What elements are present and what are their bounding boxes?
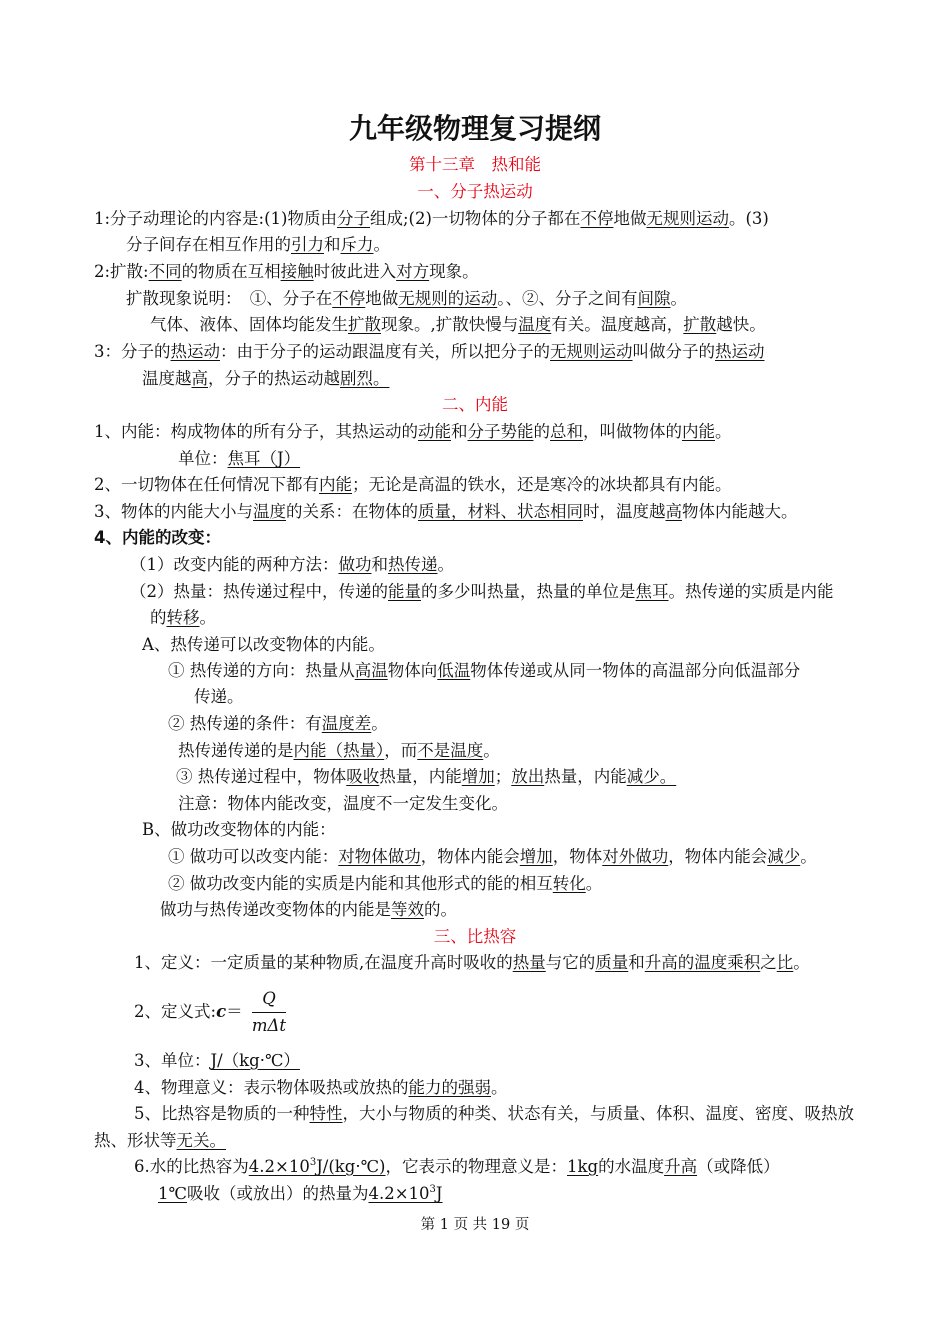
text-line: ① 做功可以改变内能：对物体做功，物体内能会增加，物体对外做功，物体内能会减少。 (168, 847, 817, 866)
text-line: 2:扩散:不同的物质在互相接触时彼此进入对方现象。 (94, 262, 479, 281)
fraction-denominator: mΔt (251, 1016, 287, 1035)
text-line: 的转移。 (150, 608, 216, 627)
text-line: ② 做功改变内能的实质是内能和其他形式的能的相互转化。 (168, 874, 603, 893)
text-line: 3、单位：J/（kg·℃） (134, 1051, 300, 1070)
text-line: 注意：物体内能改变，温度不一定发生变化。 (178, 794, 508, 813)
chapter-heading: 第十三章 热和能 (409, 155, 541, 174)
text-line: 3、物体的内能大小与温度的关系：在物体的质量，材料、状态相同时，温度越高物体内能越大。 (94, 502, 798, 521)
text-line: 5、比热容是物质的一种特性，大小与物质的种类、状态有关，与质量、体积、温度、密度、吸热放 (134, 1104, 854, 1123)
text-line: ① 热传递的方向：热量从高温物体向低温物体传递或从同一物体的高温部分向低温部分 (168, 661, 801, 680)
text-line: 3：分子的热运动：由于分子的运动跟温度有关，所以把分子的无规则运动叫做分子的热运动 (94, 342, 765, 361)
text-line: 1、定义：一定质量的某种物质,在温度升高时吸收的热量与它的质量和升高的温度乘积之比。 (134, 953, 810, 972)
text-line: 单位：焦耳（J） (178, 449, 301, 468)
fraction-numerator: Q (252, 988, 286, 1013)
text-line: 1、内能：构成物体的所有分子，其热运动的动能和分子势能的总和，叫做物体的内能。 (94, 422, 732, 441)
text-line: （2）热量：热传递过程中，传递的能量的多少叫热量，热量的单位是焦耳。热传递的实质是内能 (130, 582, 834, 601)
text-line: 做功与热传递改变物体的内能是等效的。 (160, 900, 457, 919)
text-line: 热、形状等无关。 (94, 1131, 226, 1150)
text-line: 分子间存在相互作用的引力和斥力。 (126, 235, 390, 254)
formula-symbol: c (216, 1002, 227, 1021)
formula-fraction (252, 988, 286, 1037)
text-line: 4、物理意义：表示物体吸热或放热的能力的强弱。 (134, 1078, 508, 1097)
text-line: 热传递传递的是内能（热量），而不是温度。 (178, 741, 500, 760)
text-line: 传递。 (194, 687, 244, 706)
text-line: 1℃吸收（或放出）的热量为$4.2\times 10^3J$ (158, 1184, 443, 1203)
subsection-heading: 4、内能的改变： (94, 528, 221, 547)
section-heading: 二、内能 (442, 395, 508, 414)
text-line: B、做功改变物体的内能： (142, 820, 336, 839)
text-line: 2、一切物体在任何情况下都有内能；无论是高温的铁水，还是寒冷的冰块都具有内能。 (94, 475, 732, 494)
text-line: （1）改变内能的两种方法：做功和热传递。 (130, 555, 454, 574)
text-line: 1:分子动理论的内容是:(1)物质由分子组成;(2)一切物体的分子都在不停地做无规则运动。(3) (94, 209, 769, 228)
text-line: 温度越高，分子的热运动越剧烈。 (142, 369, 390, 388)
text-line: ③ 热传递过程中，物体吸收热量，内能增加；放出热量，内能减少。 (176, 767, 677, 786)
text-line: 扩散现象说明： ①、分子在不停地做无规则的运动。、②、分子之间有间隙。 (126, 289, 687, 308)
section-heading: 三、比热容 (433, 927, 517, 946)
text-line: 6.水的比热容为$4.2\times 10^3J/(kg\cdot℃)$，它表示的物理意义是：1kg的水温度升高（或降低） (134, 1157, 780, 1176)
text-line: A、热传递可以改变物体的内能。 (142, 635, 385, 654)
page-footer: 第 1 页 共 19 页 (420, 1217, 530, 1233)
formula-line: 2、定义式:c＝ $\frac{Q}{\text{mΔt}}$ (134, 989, 287, 1035)
text-line: 气体、液体、固体均能发生扩散现象。,扩散快慢与温度有关。温度越高，扩散越快。 (150, 315, 766, 334)
section-heading: 一、分子热运动 (417, 182, 533, 201)
text-line: ② 热传递的条件：有温度差。 (168, 714, 388, 733)
page-title: 九年级物理复习提纲 (348, 112, 601, 145)
